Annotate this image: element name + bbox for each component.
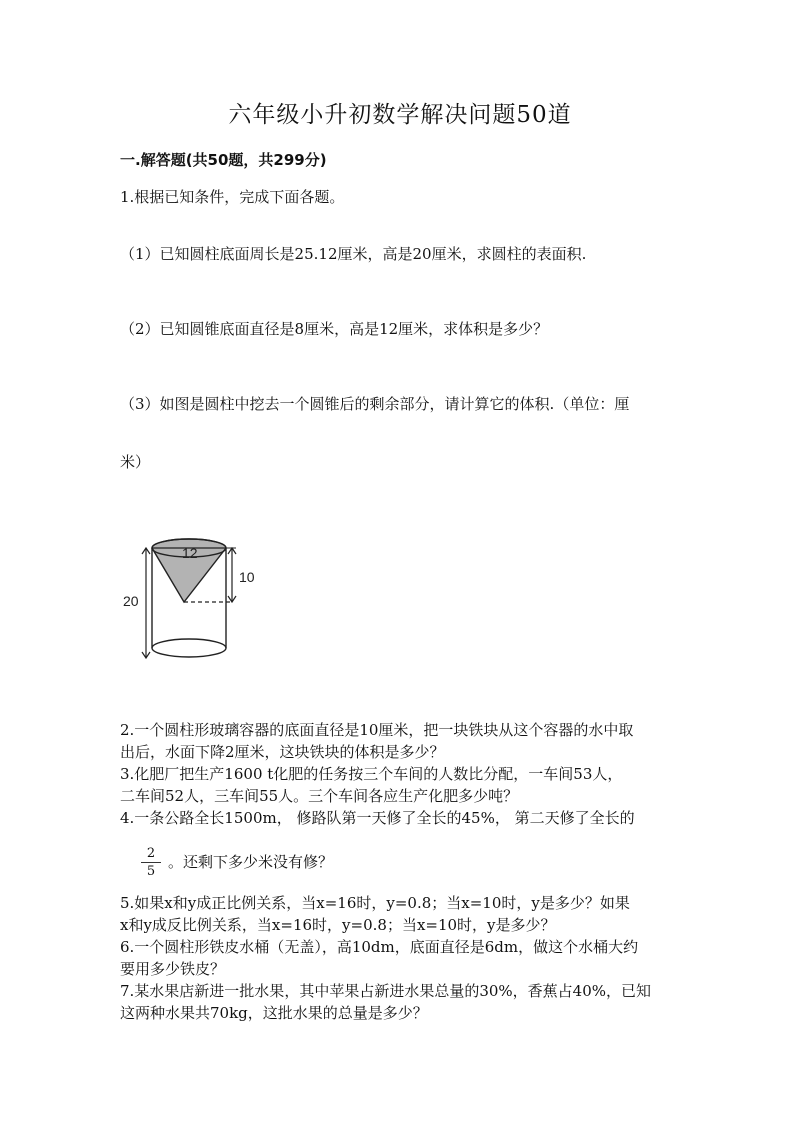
section-heading: 一.解答题(共50题，共299分) <box>120 151 327 169</box>
question-7-line-1: 7.某水果店新进一批水果，其中苹果占新进水果总量的30%，香蕉占40%，已知 <box>120 982 651 1000</box>
cone-height-label: 10 <box>239 569 255 585</box>
question-1-part-3-line-1: （3）如图是圆柱中挖去一个圆锥后的剩余部分，请计算它的体积.（单位：厘 <box>120 395 630 413</box>
question-1-intro: 1.根据已知条件，完成下面各题。 <box>120 188 345 206</box>
diameter-label: 12 <box>182 545 198 561</box>
question-6-line-2: 要用多少铁皮？ <box>120 960 226 978</box>
cylinder-bottom-ellipse <box>152 639 226 657</box>
page-title: 六年级小升初数学解决问题50道 <box>228 102 572 128</box>
question-1-part-1: （1）已知圆柱底面周长是25.12厘米，高是20厘米，求圆柱的表面积. <box>120 245 587 263</box>
question-2-line-2: 出后，水面下降2厘米，这块铁块的体积是多少？ <box>120 743 445 761</box>
question-1-part-2: （2）已知圆锥底面直径是8厘米，高是12厘米，求体积是多少？ <box>120 320 549 338</box>
fraction-denominator: 5 <box>146 864 156 879</box>
question-2-line-1: 2.一个圆柱形玻璃容器的底面直径是10厘米，把一块铁块从这个容器的水中取 <box>120 721 634 739</box>
fraction-numerator: 2 <box>141 846 161 863</box>
cylinder-cone-figure <box>118 528 268 673</box>
question-6-line-1: 6.一个圆柱形铁皮水桶（无盖），高10dm，底面直径是6dm，做这个水桶大约 <box>120 938 639 956</box>
question-3-line-2: 二车间52人，三车间55人。三个车间各应生产化肥多少吨？ <box>120 787 519 805</box>
fraction-two-fifths <box>141 846 161 879</box>
question-5-line-2: x和y成反比例关系，当x=16时，y=0.8；当x=10时，y是多少？ <box>120 916 556 934</box>
question-1-part-3-line-2: 米） <box>120 453 151 471</box>
cylinder-height-label: 20 <box>123 593 139 609</box>
question-4-line-1: 4.一条公路全长1500m， 修路队第一天修了全长的45%， 第二天修了全长的 <box>120 809 635 827</box>
question-3-line-1: 3.化肥厂把生产1600 t化肥的任务按三个车间的人数比分配，一车间53人， <box>120 765 623 783</box>
question-5-line-1: 5.如果x和y成正比例关系，当x=16时，y=0.8；当x=10时，y是多少？如果 <box>120 894 630 912</box>
question-4-line-2: 。还剩下多少米没有修？ <box>168 853 334 871</box>
question-7-line-2: 这两种水果共70kg，这批水果的总量是多少？ <box>120 1004 428 1022</box>
